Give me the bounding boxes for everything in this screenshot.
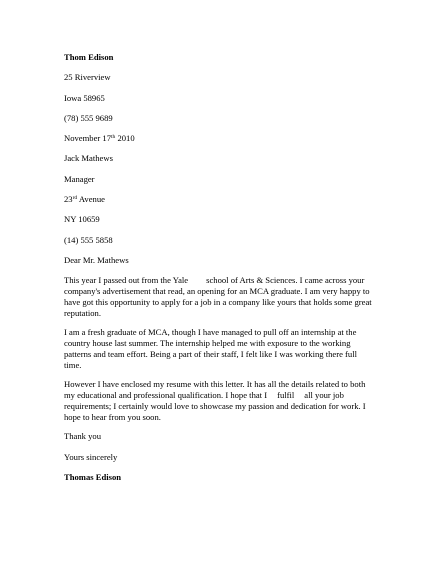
sender-phone: (78) 555 9689	[64, 113, 113, 123]
date-prefix: November 17	[64, 133, 112, 143]
street-ordinal: rd	[72, 195, 78, 201]
para2-line2: country house last summer. The internship helped me with exposure to the working	[64, 338, 351, 348]
para2-line3: patterns and team effort. Being a part of their staff, I felt like I was working there full	[64, 349, 357, 359]
para3-line2-a: my educational and professional qualification. I hope that I	[64, 390, 268, 400]
closing-regards: Yours sincerely	[64, 452, 118, 462]
closing-thanks: Thank you	[64, 431, 101, 441]
recipient-street	[64, 194, 105, 205]
para3-line2-c: all your job	[304, 390, 344, 400]
para3-line1: However I have enclosed my resume with this letter. It has all the details related to both	[64, 379, 366, 389]
salutation: Dear Mr. Mathews	[64, 255, 129, 265]
recipient-phone: (14) 555 5858	[64, 235, 113, 245]
para2-line1: I am a fresh graduate of MCA, though I have managed to pull off an internship at the	[64, 327, 357, 337]
signature-name: Thomas Edison	[64, 472, 122, 482]
para1-line1	[64, 275, 364, 286]
street-number: 23	[64, 194, 73, 204]
recipient-title: Manager	[64, 174, 95, 184]
para1-line3: have got this opportunity to apply for a job in a company like yours that holds some great	[64, 297, 372, 307]
recipient-name: Jack Mathews	[64, 153, 113, 163]
sender-name: Thom Edison	[64, 52, 114, 62]
date-ordinal: th	[111, 134, 116, 140]
recipient-city: NY 10659	[64, 214, 100, 224]
para3-line3: requirements; I certainly would love to showcase my passion and dedication for work. I	[64, 401, 366, 411]
sender-street: 25 Riverview	[64, 72, 111, 82]
para3-line2	[64, 390, 344, 401]
para1-line2: company's advertisement that read, an opening for an MCA graduate. I am very happy to	[64, 286, 370, 296]
para1-line1-a: This year I passed out from the Yale	[64, 275, 189, 285]
para1-line1-b: school of Arts & Sciences. I came across your	[206, 275, 365, 285]
date-year: 2010	[115, 133, 135, 143]
para1-line4: reputation.	[64, 308, 101, 318]
para3-line2-b: fulfil	[277, 390, 295, 400]
sender-city: Iowa 58965	[64, 93, 105, 103]
para2-line4: time.	[64, 360, 82, 370]
para3-line4: hope to hear from you soon.	[64, 412, 161, 422]
street-name: Avenue	[77, 194, 105, 204]
letter-date	[64, 133, 135, 144]
